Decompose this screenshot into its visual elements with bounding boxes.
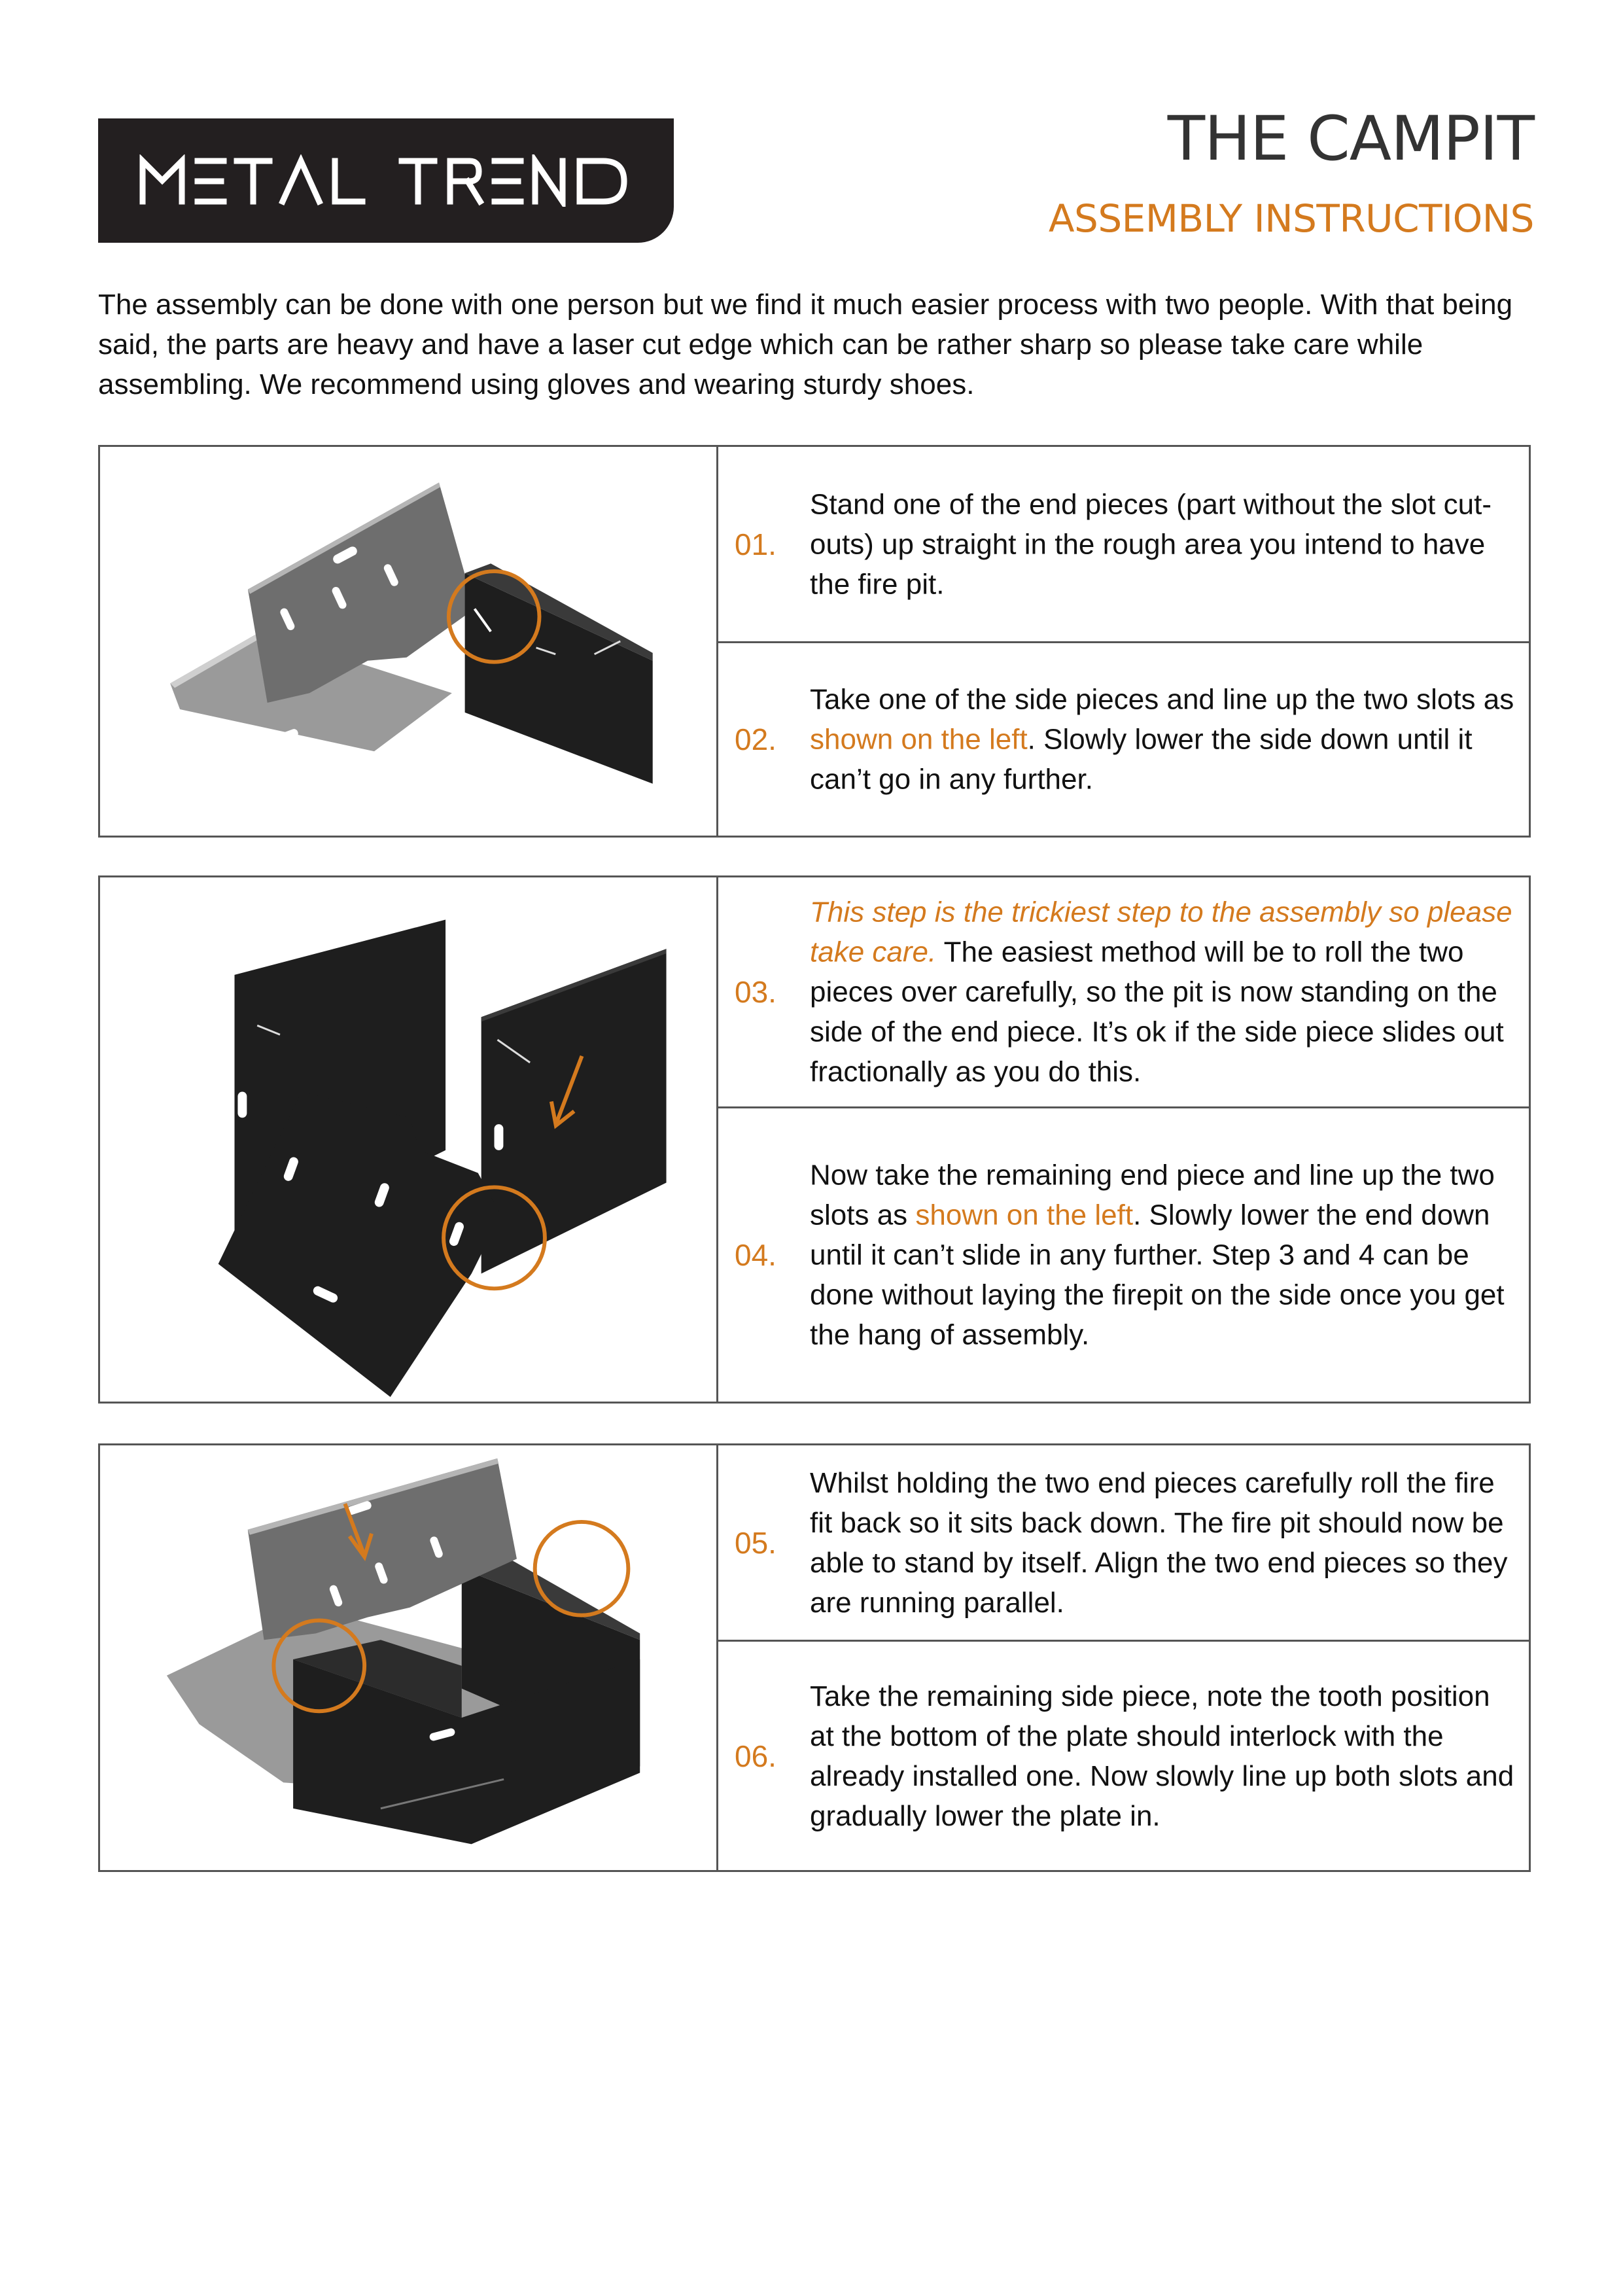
step-text-part: . Slowly lower the side down until it can’t go in any further. <box>810 723 1473 796</box>
metal-trend-wordmark <box>137 154 635 207</box>
step-group-1 <box>98 445 1531 838</box>
step-number: 05. <box>735 1525 777 1560</box>
step-text <box>810 680 1516 800</box>
step-text <box>810 1156 1516 1355</box>
step-group-2 <box>98 875 1531 1404</box>
step-text: Stand one of the end pieces (part without the slot cut-outs) up straight in the rough area you intend to have the fire pit. <box>810 488 1492 600</box>
step-row-03 <box>718 877 1529 1106</box>
intro-paragraph: The assembly can be done with one person but we find it much easier process with two people. With that being said, the parts are heavy and have a laser cut edge which can be rather sharp so please take care while assembling. We recommend using gloves and wearing sturdy shoes. <box>98 289 1513 400</box>
step-text: Take the remaining side piece, note the tooth position at the bottom of the plate should interlock with the already installed one. Now slowly line up both slots and gradually lower the plate in. <box>810 1680 1514 1832</box>
step-text-highlight: shown on the left <box>915 1199 1134 1231</box>
step-text: Whilst holding the two end pieces carefully roll the fire fit back so it sits back down. The fire pit should now be able to stand by itself. Align the two end pieces so they are running parallel. <box>810 1466 1508 1619</box>
illustration-steps-5-6 <box>100 1445 718 1870</box>
step-warning: This step is the trickiest step to the assembly so please take care. <box>810 896 1512 968</box>
step-number: 03. <box>735 975 777 1009</box>
step-group-3 <box>98 1443 1531 1872</box>
step-number: 02. <box>735 722 777 756</box>
step-text-part: The easiest method will be to roll the two pieces over carefully, so the pit is now standing on the side of the end piece. It’s ok if the side piece slides out fractionally as you do this. <box>810 936 1504 1088</box>
document-title: THE CAMPIT <box>1167 103 1534 175</box>
step-row-02 <box>718 641 1529 836</box>
brand-logo <box>98 118 674 243</box>
step-text-highlight: shown on the left <box>810 723 1028 756</box>
step-row-05 <box>718 1445 1529 1640</box>
step-text-part: Take one of the side pieces and line up the two slots as <box>810 683 1514 716</box>
step-text-part: Now take the remaining end piece and line up the two slots as <box>810 1159 1495 1231</box>
step-text <box>810 892 1516 1092</box>
assembly-diagram-2 <box>100 877 716 1402</box>
illustration-steps-1-2 <box>100 447 718 836</box>
step-number: 04. <box>735 1238 777 1272</box>
illustration-steps-3-4 <box>100 877 718 1402</box>
step-row-06 <box>718 1640 1529 1870</box>
step-row-04 <box>718 1106 1529 1402</box>
assembly-diagram-1 <box>100 447 716 836</box>
step-number: 01. <box>735 527 777 561</box>
document-subtitle: ASSEMBLY INSTRUCTIONS <box>1048 196 1534 241</box>
step-row-01 <box>718 447 1529 641</box>
step-number: 06. <box>735 1739 777 1773</box>
assembly-diagram-3 <box>100 1445 716 1870</box>
step-text-part: . Slowly lower the end down until it can’t slide in any further. Step 3 and 4 can be done without laying the firepit on the side once you get the hang of assembly. <box>810 1199 1505 1351</box>
